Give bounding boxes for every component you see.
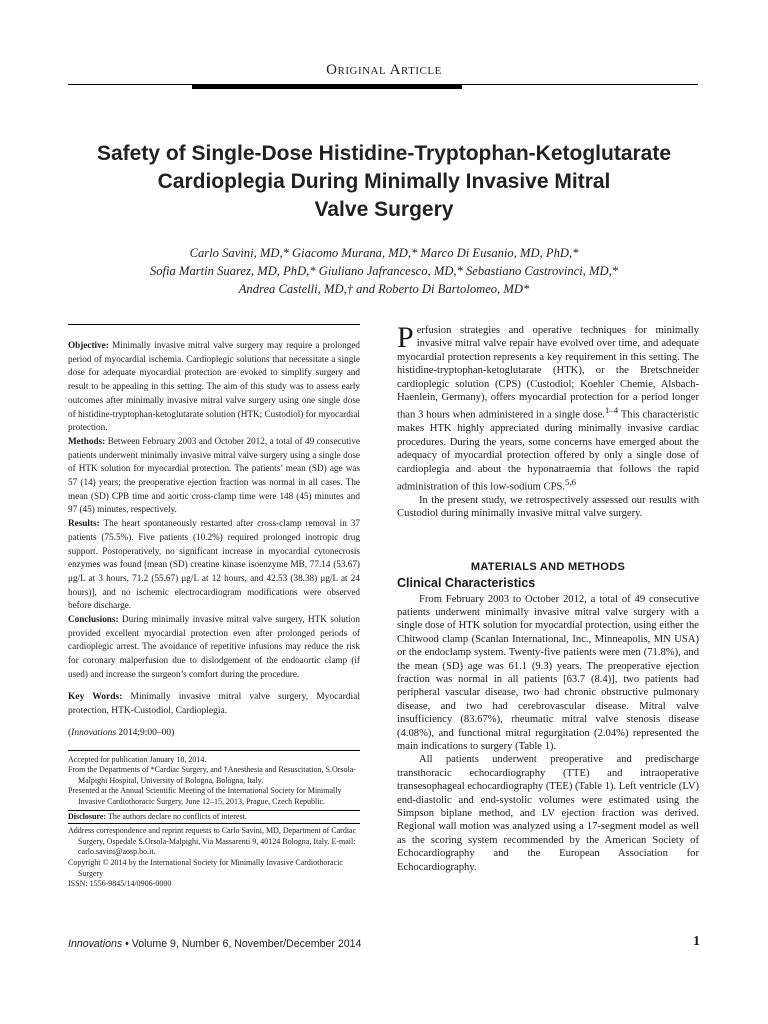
article-title — [60, 140, 708, 224]
results-label: Results: — [68, 518, 100, 529]
drop-cap: P — [397, 321, 414, 354]
department-note: From the Departments of *Cardiac Surgery, and †Anesthesia and Resuscitation, S.Orsola-Malpighi Hospital, University of Bologna, Bologna, Italy. — [68, 765, 356, 785]
issn-note: ISSN: 1556-9845/14/0906-0000 — [68, 879, 172, 889]
citation-detail: 2014;9:00–00) — [116, 727, 175, 738]
footer-issue: • Volume 9, Number 6, November/December 2014 — [122, 938, 362, 950]
author-list — [60, 244, 708, 298]
disclosure-label: Disclosure: — [68, 811, 107, 821]
keywords-text: Minimally invasive mitral valve surgery, Myocardial protection, HTK-Custodiol, Cardioplegia. — [68, 691, 360, 716]
objective-text: Minimally invasive mitral valve surgery may require a prolonged period of myocardial ischemia. Cardioplegic solutions that necessitate a single dose for adequate myocardial protection are evoked to simplify surgery and result to be appealing in this setting. The aim of this study was to assess early outcomes after minimally invasive mitral valve surgery using one single dose of histidine-tryptophan-ketoglutarate solution (HTK; Custodiol) for myocardial protection. — [68, 340, 361, 433]
reference-superscript: 5,6 — [565, 477, 577, 487]
address-note: Address correspondence and reprint requests to Carlo Savini, MD, Department of Cardiac Surgery, Ospedale S.Orsola-Malpighi, Via Massarenti 9, 40124 Bologna, Italy. E-mail: carlo.savini@aosp.bo.it. — [68, 826, 357, 857]
disclosure-box — [68, 810, 360, 825]
methods-paragraph: From February 2003 to October 2012, a total of 49 consecutive patients underwent minimally invasive mitral valve surgery with a single dose of HTK solution for myocardial protection, using either the Chitwood clamp (Scanlan International, Inc., Minneapolis, MN USA) or the endoclamp system. Twenty-five patients were men (71.8%), and the mean (SD) age was 61.1 (9.3) years. The preoperative ejection fraction was normal in all patients [63.7 (8.4)], two patients had peripheral vascular disease, two had chronic obstructive pulmonary disease, and two had cerebrovascular disease. Mitral valve insufficiency (83.67%), rheumatic mitral valve stenosis disease (4.08%), and functional mitral regurgitation (2.04%) represented the main indications to surgery (Table 1). — [397, 593, 699, 753]
page-number: 1 — [693, 934, 700, 949]
title-line: Safety of Single-Dose Histidine-Tryptophan-Ketoglutarate — [96, 142, 672, 165]
author-line: Andrea Castelli, MD,† and Roberto Di Bartolomeo, MD* — [238, 282, 530, 296]
citation: (Innovations 2014;9:00–00) — [68, 727, 175, 738]
left-column — [68, 324, 360, 890]
article-notes — [68, 750, 360, 890]
intro-text: erfusion strategies and operative techniques for minimally invasive mitral valve repair have evolved over time, and adequate myocardial protection represents a key requirement in this setting. The histidine-tryptophan-ketoglutarate (HTK), or the Bretschneider cardioplegic solution (CPS) (Custodiol; Koehler Chemie, Alsbach-Haenlein, Germany), offers myocardial protection for a period longer than 3 hours when administered in a single dose. — [397, 325, 699, 421]
methods-label: Methods: — [68, 435, 106, 446]
abstract-methods — [68, 435, 360, 517]
header-rule-thick — [192, 85, 462, 89]
keywords — [68, 690, 360, 718]
copyright-note: Copyright © 2014 by the International Society for Minimally Invasive Cardiothoracic Surgery — [68, 857, 343, 878]
methods-text: Between February 2003 and October 2012, a total of 49 consecutive patients underwent minimally invasive mitral valve surgery using a single dose of HTK solution for myocardial protection. The patients’ mean (SD) age was 57 (14) years; the preoperative ejection fraction was normal in all cases. The mean (SD) CPB time and aortic cross-clamp time were 148 (45) minutes and 97 (45) minutes, respectively. — [68, 435, 361, 515]
intro-paragraph — [397, 321, 699, 494]
right-column — [397, 321, 699, 874]
abstract-conclusions — [68, 613, 360, 682]
disclosure-text: The authors declare no conflicts of interest. — [107, 811, 247, 821]
conclusions-text: During minimally invasive mitral valve surgery, HTK solution provided excellent myocardial protection even after prolonged periods of cardioplegic arrest. The avoidance of repetitive infusions may reduce the risk for coronary malperfusion due to dislodgement of the endoaortic clamp (if used) and increase the surgeon’s comfort during the procedure. — [68, 614, 360, 679]
title-line: Valve Surgery — [314, 198, 454, 221]
abstract-rule — [68, 324, 360, 325]
abstract-objective — [68, 339, 360, 435]
conclusions-label: Conclusions: — [68, 614, 119, 625]
title-line: Cardioplegia During Minimally Invasive Mitral — [157, 170, 611, 193]
footer-journal: Innovations — [68, 938, 123, 950]
section-label: Original Article — [326, 62, 442, 78]
author-line: Carlo Savini, MD,* Giacomo Murana, MD,* Marco Di Eusanio, MD, PhD,* — [189, 246, 579, 260]
keywords-label: Key Words: — [68, 691, 123, 702]
accepted-note: Accepted for publication January 18, 2014. — [68, 754, 207, 764]
citation-journal: Innovations — [71, 727, 117, 738]
section-heading: MATERIALS AND METHODS — [470, 560, 626, 573]
intro-text-continued: This characteristic makes HTK highly appreciated during minimally invasive cardiac procedures. During the years, some concerns have emerged about the adequacy of myocardial protection offered by only a single dose of cardioplegia and about the hyponatraemia that follows the rapid administration of this low-sodium CPS. — [397, 409, 699, 493]
presented-note: Presented at the Annual Scientific Meeting of the International Society for Minimally Invasive Cardiothoracic Surgery, June 12–15, 2013, Prague, Czech Republic. — [68, 786, 342, 806]
results-text: The heart spontaneously restarted after cross-clamp removal in 37 patients (75.5%). Five patients (10.2%) required prolonged inotropic drug support. Postoperatively, no significant increase in myocardial cytonecrosis enzymes was found [mean (SD) creatine kinase isoenzyme MB, 77.14 (53.67) μg/L at 3 hours, 71.2 (55.67) μg/L at 12 hours, and 42.53 (38.38) μg/L at 24 hours)], and no ischemic electrocardiogram modifications were observed before discharge. — [68, 518, 360, 611]
subsection-heading: Clinical Characteristics — [397, 576, 536, 591]
reference-superscript: 1–4 — [604, 405, 619, 416]
abstract-results — [68, 517, 360, 613]
author-line: Sofia Martin Suarez, MD, PhD,* Giuliano Jafrancesco, MD,* Sebastiano Castrovinci, MD,* — [149, 264, 619, 278]
objective-label: Objective: — [68, 340, 109, 350]
methods-paragraph-2: All patients underwent preoperative and predischarge transthoracic echocardiography (TTE) and intraoperative transesophageal echocardiography (TEE) (Table 1). Left ventricle (LV) end-diastolic and end-systolic volumes were estimated using the Simpson biplane method, and LV ejection fraction was derived. Regional wall motion was analyzed using a 17-segment model as well as the scoring system recommended by the American Society of Echocardiography and the European Association for Echocardiography. — [397, 754, 699, 873]
intro-paragraph-2: In the present study, we retrospectively assessed our results with Custodiol during minimally invasive mitral valve surgery. — [397, 494, 699, 520]
abstract — [68, 339, 360, 682]
page-footer — [68, 938, 361, 950]
